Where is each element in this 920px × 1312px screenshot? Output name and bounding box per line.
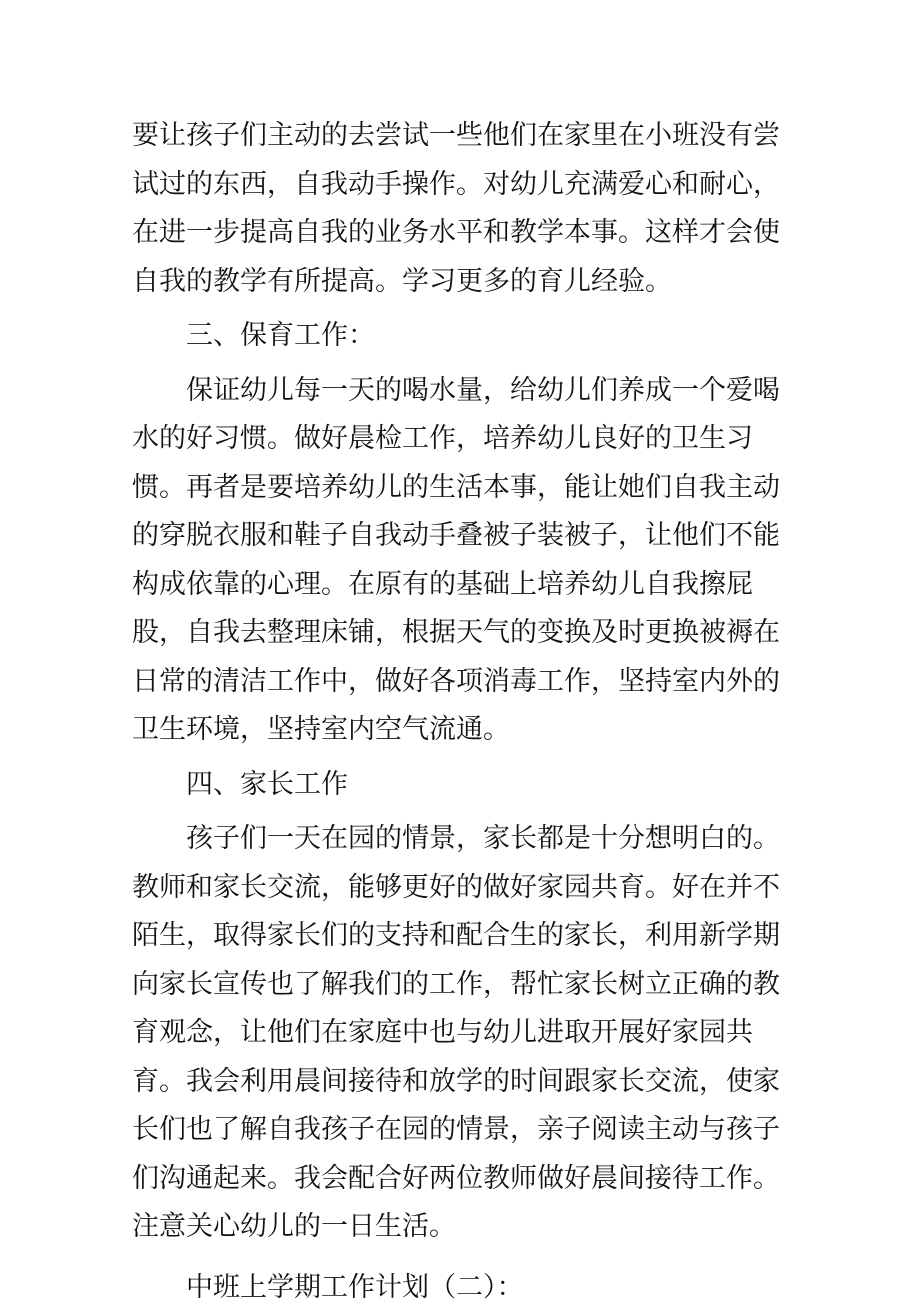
document-body [132,112,792,1312]
paragraph-childcare: 保证幼儿每一天的喝水量，给幼儿们养成一个爱喝水的好习惯。做好晨检工作，培养幼儿良好的卫生习惯。再者是要培养幼儿的生活本事，能让她们自我主动的穿脱衣服和鞋子自我动手叠被子装被子，让他们不能构成依靠的心理。在原有的基础上培养幼儿自我擦屁股，自我去整理床铺，根据天气的变换及时更换被褥在日常的清洁工作中，做好各项消毒工作，坚持室内外的卫生环境，坚持室内空气流通。 [132,367,792,755]
paragraph-parents: 孩子们一天在园的情景，家长都是十分想明白的。教师和家长交流，能够更好的做好家园共育。好在并不陌生，取得家长们的支持和配合生的家长，利用新学期向家长宣传也了解我们的工作，帮忙家长树立正确的教育观念，让他们在家庭中也与幼儿进取开展好家园共育。我会利用晨间接待和放学的时间跟家长交流，使家长们也了解自我孩子在园的情景，亲子阅读主动与孩子们沟通起来。我会配合好两位教师做好晨间接待工作。注意关心幼儿的一日生活。 [132,815,792,1252]
section-heading-parents: 四、家长工作 [132,761,792,810]
section-heading-childcare: 三、保育工作： [132,312,792,361]
paragraph-continuation: 要让孩子们主动的去尝试一些他们在家里在小班没有尝试过的东西，自我动手操作。对幼儿充满爱心和耐心，在进一步提高自我的业务水平和教学本事。这样才会使自我的教学有所提高。学习更多的育儿经验。 [132,112,792,306]
section-heading-plan-two: 中班上学期工作计划（二）： [132,1264,792,1312]
